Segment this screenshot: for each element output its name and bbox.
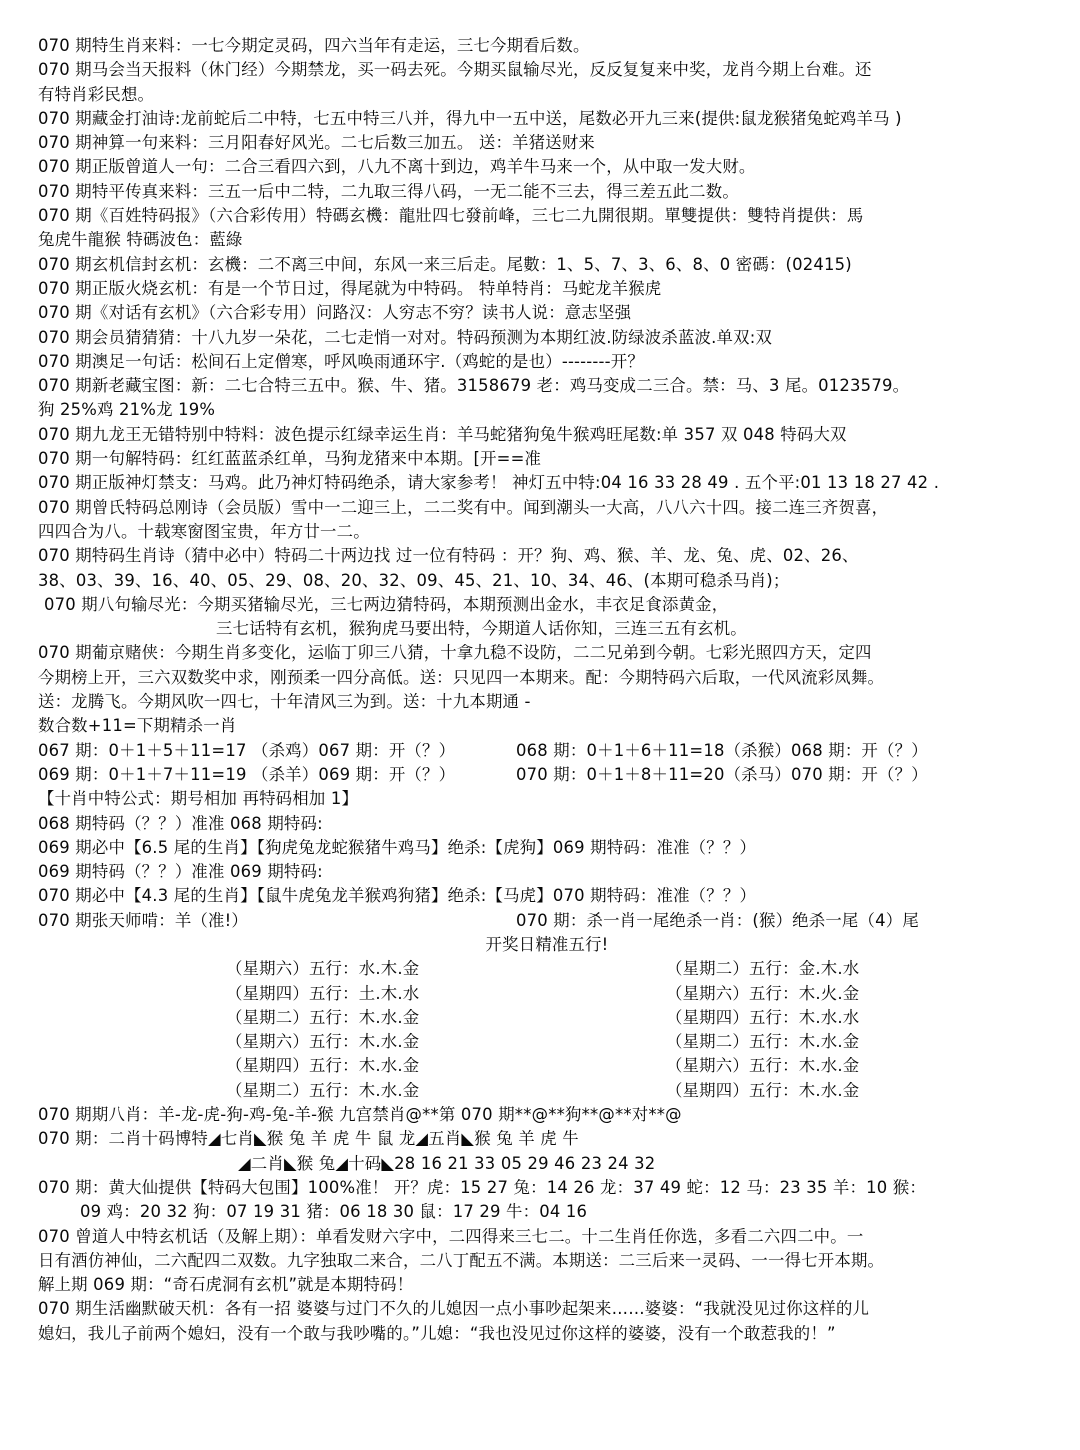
text-line: 四四合为八。十载寒窗图宝贵，年方廿一二。 xyxy=(38,521,370,541)
text-line: 今期榜上开，三六双数奖中求，刚预柔一四分高低。送：只见四一本期来。配：今期特码六后取，一代风流彩凤舞。 xyxy=(38,667,885,687)
text-line: 解上期 069 期：“奇石虎洞有玄机”就是本期特码！ xyxy=(38,1275,414,1295)
text-line: 070 曾道人中特玄机话（及解上期）：单看发财六字中，二四得来三七二。十二生肖任你选，多看二六四二中。一 xyxy=(38,1226,864,1246)
shima-line: ◢二肖◣猴 兔◢十码◣28 16 21 33 05 29 46 23 24 32 xyxy=(238,1153,656,1173)
wuxing-row xyxy=(38,957,1056,981)
wuxing-cell: （星期二）五行：金.木.水 xyxy=(666,959,860,979)
text-line: 070 期期八肖：羊-龙-虎-狗-鸡-兔-羊-猴 九宫禁肖@**第 070 期**@**狗**@**对**@ xyxy=(38,1105,682,1125)
text-line: 070 期会员猜猜猜：十八九岁一朵花，二七走悄一对对。特码预测为本期红波.防绿波杀蓝波.单双:双 xyxy=(38,327,773,347)
mid-section xyxy=(38,787,1056,908)
text-line: 070 期：二肖十码博特◢七肖◣猴 兔 羊 虎 牛 鼠 龙◢五肖◣猴 兔 羊 虎 牛 xyxy=(38,1129,579,1149)
wuxing-table xyxy=(38,957,1056,1103)
text-line: 070 期藏金打油诗:龙前蛇后二中特，七五中特三八并，得九中一五中送，尾数必开九三来(提供:鼠龙猴猪兔蛇鸡羊马 ) xyxy=(38,108,902,128)
wuxing-row xyxy=(38,1054,1056,1078)
formula-row xyxy=(38,763,1056,787)
text-line: 070 期九龙王无错特别中特料：波色提示红绿幸运生肖：羊马蛇猪狗兔牛猴鸡旺尾数:单 357 双 048 特码大双 xyxy=(38,424,847,444)
zhangtianshi-right: 070 期：杀一肖一尾绝杀一肖：(猴）绝杀一尾（4）尾 xyxy=(516,910,919,930)
text-line: 070 期神算一句来料：三月阳春好风光。二七后数三加五。 送：羊猪送财来 xyxy=(38,133,596,153)
wuxing-cell: （星期二）五行：木.水.金 xyxy=(226,1080,420,1100)
text-line: 070 期正版火烧玄机：有是一个节日过，得尾就为中特码。 特单特肖：马蛇龙羊猴虎 xyxy=(38,278,662,298)
formula-table xyxy=(38,739,1056,788)
wuxing-cell: （星期六）五行：木.火.金 xyxy=(666,983,860,1003)
wuxing-cell: （星期二）五行：木.水.金 xyxy=(226,1007,420,1027)
text-line: 媳妇，我儿子前两个媳妇，没有一个敢与我吵嘴的。”儿媳：“我也没见过你这样的婆婆，没有一个敢惹我的！” xyxy=(38,1323,836,1343)
text-line: 070 期特生肖来料：一七今期定灵码，四六当年有走运，三七今期看后数。 xyxy=(38,36,590,55)
text-line: 070 期《对话有玄机》（六合彩专用）问路汉：人穷志不穷？读书人说：意志坚强 xyxy=(38,303,632,323)
huang-line-1: 070 期：黄大仙提供【特码大包围】100%准！ 开？虎：15 27 兔：14 26 龙：37 49 蛇：12 马：23 35 羊：10 猴： xyxy=(38,1177,926,1197)
text-line: 069 期特码（？？）准准 069 期特码: xyxy=(38,862,323,882)
formula-left: 069 期：0＋1＋7＋11=19 （杀羊）069 期：开（？） xyxy=(38,764,456,784)
end-section xyxy=(38,1225,1056,1346)
text-line: 070 期生活幽默破天机：各有一招 婆婆与过门不久的儿媳因一点小事吵起架来……婆婆：“我就没见过你这样的儿 xyxy=(38,1299,870,1319)
text-line: 070 期《百姓特码报》（六合彩传用）特碼玄機：龍壯四七發前峰，三七二九開很期。單雙提供：雙特肖提供：馬 xyxy=(38,206,864,226)
top-section xyxy=(38,34,1056,593)
text-line: 日有酒仿神仙，二六配四二双数。九字独取二来合，二八丁配五不满。本期送：二三后来一灵码、一一得七开本期。 xyxy=(38,1250,885,1270)
text-line: 070 期特码生肖诗（猜中必中）特码二十两边找 过一位有特码 ：开？狗、鸡、猴、羊、龙、兔、虎、02、26、 xyxy=(38,546,859,566)
wuxing-cell: （星期六）五行：木.水.金 xyxy=(666,1056,860,1076)
formula-row xyxy=(38,739,1056,763)
text-line: 070 期新老藏宝图：新：二七合特三五中。猴、牛、猪。3158679 老：鸡马变成二三合。禁：马、3 尾。0123579。 xyxy=(38,376,910,396)
text-line: 狗 25%鸡 21%龙 19% xyxy=(38,400,216,420)
text-line: 【十肖中特公式：期号相加 再特码相加 1】 xyxy=(38,789,359,809)
text-line: 070 期正版神灯禁支：马鸡。此乃神灯特码绝杀，请大家参考！ 神灯五中特:04 16 33 28 49 . 五个平:01 13 18 27 42 . xyxy=(38,473,940,493)
wuxing-cell: （星期二）五行：木.水.金 xyxy=(666,1032,860,1052)
text-line: 数合数+11=下期精杀一肖 xyxy=(38,716,237,736)
text-line: 070 期必中【4.3 尾的生肖】【鼠牛虎兔龙羊猴鸡狗猪】绝杀:【马虎】070 期特码：准准（？？） xyxy=(38,886,757,906)
wuxing-cell: （星期四）五行：土.木.水 xyxy=(226,983,420,1003)
text-line: 送：龙腾飞。今期风吹一四七，十年清风三为到。送：十九本期通 - xyxy=(38,692,531,712)
text-line: 070 期澳足一句话：松间石上定僧寒，呼风唤雨通环宇.（鸡蛇的是也）--------开？ xyxy=(38,351,644,371)
zhangtianshi-left: 070 期张天师啃：羊（准!） xyxy=(38,910,248,930)
text-line: 069 期必中【6.5 尾的生肖】【狗虎兔龙蛇猴猪牛鸡马】绝杀:【虎狗】069 期特码：准准（？？） xyxy=(38,837,757,857)
text-line: 070 期特平传真来料：三五一后中二特，二九取三得八码，一无二能不三去，得三差五此二数。 xyxy=(38,181,739,201)
zhangtianshi-row xyxy=(38,909,1056,933)
text-line: 070 期马会当天报料（休门经）今期禁龙，买一码去死。今期买鼠输尽光，反反复复来中奖，龙肖今期上台难。还 xyxy=(38,60,872,80)
wuxing-cell: （星期六）五行：水.木.金 xyxy=(226,959,420,979)
text-line: 070 期一句解特码：红红蓝蓝杀红单，马狗龙猪来中本期。[开==准 xyxy=(38,449,542,469)
wuxing-row xyxy=(38,1030,1056,1054)
text-line: 068 期特码（？？）准准 068 期特码: xyxy=(38,813,323,833)
formula-left: 067 期：0＋1＋5＋11=17 （杀鸡）067 期：开（？） xyxy=(38,740,456,760)
formula-right: 070 期：0＋1＋8＋11=20（杀马）070 期：开（？） xyxy=(516,764,928,784)
text-line: 38、03、39、16、40、05、29、08、20、32、09、45、21、10、34、46、(本期可稳杀马肖)； xyxy=(38,570,790,590)
wuxing-row xyxy=(38,1006,1056,1030)
wuxing-title: 开奖日精准五行! xyxy=(485,934,609,954)
wuxing-row xyxy=(38,982,1056,1006)
wuxing-cell: （星期四）五行：木.水.金 xyxy=(226,1056,420,1076)
wuxing-row xyxy=(38,1079,1056,1103)
huang-line-2: 09 鸡：20 32 狗：07 19 31 猪：06 18 30 鼠：17 29 牛：04 16 xyxy=(80,1202,588,1222)
wuxing-cell: （星期四）五行：木.水.水 xyxy=(666,1007,860,1027)
wuxing-cell: （星期六）五行：木.水.金 xyxy=(226,1032,420,1052)
text-line: 兔虎牛龍猴 特碼波色：藍綠 xyxy=(38,230,243,250)
bagou-line-2: 三七话特有玄机，猴狗虎马要出特，今期道人话你知，三连三五有玄机。 xyxy=(216,619,747,639)
text-line: 有特肖彩民想。 xyxy=(38,84,155,104)
wuxing-cell: （星期四）五行：木.水.金 xyxy=(666,1080,860,1100)
text-line: 070 期玄机信封玄机：玄機：二不离三中间，东风一来三后走。尾數：1、5、7、3、6、8、0 密碼：(02415) xyxy=(38,254,852,274)
text-line: 070 期葡京赌侠：今期生肖多变化，运临丁卯三八猜，十拿九稳不设防，二二兄弟到今朝。七彩光照四方天，定四 xyxy=(38,643,872,663)
bagou-line-1: 070 期八句输尽光：今期买猪输尽光，三七两边猜特码，本期预测出金水，丰衣足食添黄金， xyxy=(44,594,729,614)
puijing-section xyxy=(38,641,1056,738)
text-line: 070 期正版曾道人一句：二合三看四六到，八九不离十到边，鸡羊牛马来一个，从中取一发大财。 xyxy=(38,157,756,177)
formula-right: 068 期：0＋1＋6＋11=18（杀猴）068 期：开（？） xyxy=(516,740,928,760)
text-line: 070 期曾氏特码总刚诗（会员版）雪中一二迎三上，二二奖有中。闻到潮头一大高，八八六十四。接二连三齐贺喜， xyxy=(38,497,889,517)
